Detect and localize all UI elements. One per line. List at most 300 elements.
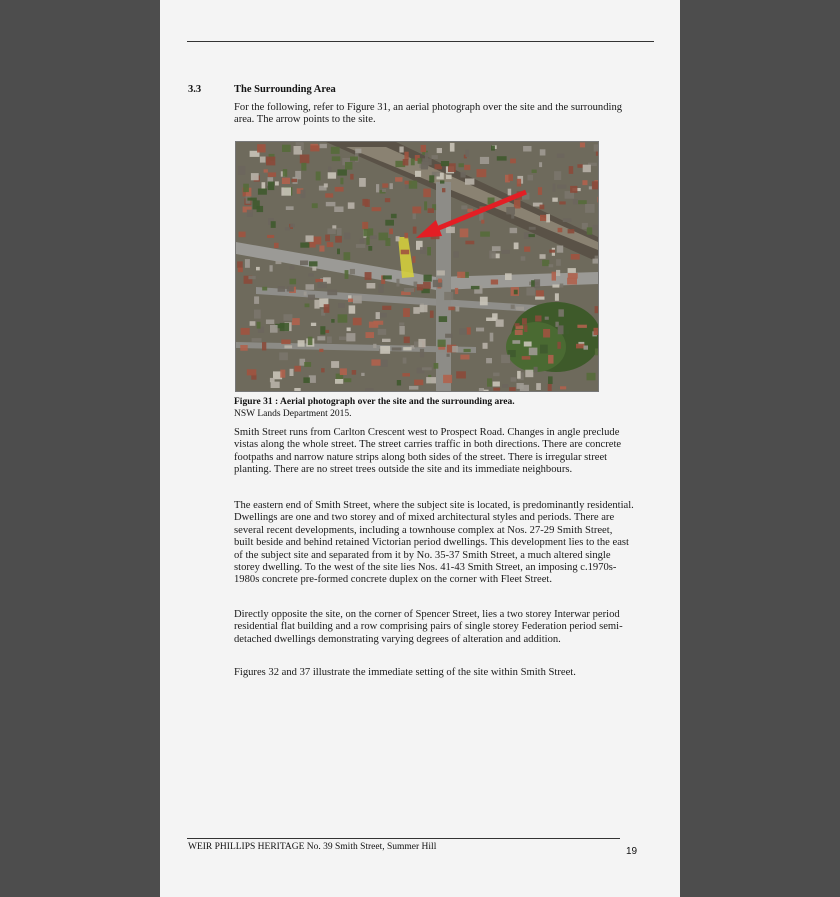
rooftop-texture (314, 300, 319, 309)
rooftop-texture (409, 181, 417, 189)
rooftop-texture (345, 162, 352, 170)
rooftop-texture (538, 187, 542, 195)
rooftop-texture (437, 148, 442, 153)
rooftop-texture (306, 235, 314, 241)
rooftop-texture (560, 284, 564, 288)
rooftop-texture (317, 336, 325, 340)
rooftop-texture (270, 325, 278, 333)
rooftop-texture (389, 229, 393, 235)
rooftop-texture (412, 207, 421, 214)
rooftop-texture (483, 343, 488, 349)
rooftop-texture (448, 307, 454, 311)
rooftop-texture (546, 214, 550, 222)
aerial-photo-image (236, 142, 598, 391)
rooftop-texture (534, 279, 540, 288)
rooftop-texture (548, 376, 553, 384)
rooftop-texture (382, 183, 388, 187)
rooftop-texture (489, 251, 495, 259)
rooftop-texture (371, 359, 380, 365)
rooftop-texture (594, 328, 599, 335)
rooftop-texture (378, 284, 383, 293)
rooftop-texture (314, 237, 322, 245)
rooftop-texture (382, 339, 391, 342)
rooftop-texture (316, 172, 321, 181)
rooftop-texture (456, 306, 460, 311)
rooftop-texture (529, 348, 538, 356)
rooftop-texture (310, 145, 319, 151)
rooftop-texture (337, 228, 342, 235)
rooftop-texture (335, 236, 342, 243)
rooftop-texture (526, 288, 535, 296)
rooftop-texture (324, 304, 330, 313)
rooftop-texture (477, 169, 487, 177)
rooftop-texture (446, 175, 452, 180)
rooftop-texture (487, 378, 492, 386)
rooftop-texture (304, 292, 307, 296)
rooftop-texture (266, 320, 274, 325)
rooftop-texture (582, 180, 587, 185)
rooftop-texture (370, 235, 377, 238)
rooftop-texture (486, 358, 492, 363)
rooftop-texture (281, 187, 291, 195)
rooftop-texture (287, 286, 294, 291)
rooftop-texture (496, 319, 504, 326)
rooftop-texture (271, 221, 276, 228)
rooftop-texture (505, 273, 512, 280)
rooftop-texture (396, 236, 400, 241)
rooftop-texture (486, 318, 496, 322)
rooftop-texture (426, 377, 436, 383)
rooftop-texture (373, 344, 376, 348)
rooftop-texture (540, 345, 548, 354)
rooftop-texture (540, 205, 545, 210)
rooftop-texture (254, 296, 259, 304)
rooftop-texture (491, 280, 498, 285)
rooftop-texture (344, 252, 351, 260)
rooftop-texture (340, 178, 343, 185)
rooftop-texture (270, 265, 273, 271)
section-number: 3.3 (188, 84, 202, 95)
rooftop-texture (593, 259, 599, 264)
rooftop-texture (577, 164, 583, 168)
rooftop-texture (514, 243, 519, 250)
rooftop-texture (552, 198, 558, 202)
rooftop-texture (440, 180, 444, 183)
rooftop-texture (284, 314, 293, 321)
rooftop-texture (464, 349, 471, 352)
rooftop-texture (428, 208, 434, 213)
rooftop-texture (294, 388, 300, 391)
rooftop-texture (320, 326, 325, 334)
rooftop-texture (534, 367, 538, 373)
rooftop-texture (532, 170, 537, 173)
rooftop-texture (368, 246, 372, 251)
rooftop-texture (511, 305, 515, 309)
rooftop-texture (535, 316, 541, 322)
rooftop-texture (471, 286, 480, 289)
rooftop-texture (294, 366, 301, 372)
rooftop-texture (331, 319, 334, 323)
rooftop-texture (465, 150, 469, 157)
rooftop-texture (303, 377, 310, 383)
rooftop-texture (430, 311, 434, 318)
rooftop-texture (520, 385, 529, 391)
rooftop-texture (585, 204, 595, 213)
rooftop-texture (460, 229, 469, 238)
rooftop-texture (300, 243, 309, 248)
rooftop-texture (432, 155, 438, 159)
rooftop-texture (238, 268, 243, 273)
rooftop-texture (350, 174, 353, 180)
rooftop-texture (508, 189, 512, 196)
rooftop-texture (558, 325, 564, 334)
rooftop-texture (290, 369, 294, 376)
rooftop-texture (399, 323, 404, 326)
rooftop-texture (300, 261, 308, 266)
rooftop-texture (315, 279, 323, 282)
rooftop-texture (457, 272, 465, 278)
rooftop-texture (267, 235, 274, 238)
rooftop-texture (557, 342, 560, 349)
rooftop-texture (447, 354, 450, 357)
rooftop-texture (595, 306, 598, 313)
rooftop-texture (540, 254, 546, 259)
rooftop-texture (320, 144, 327, 148)
rooftop-texture (366, 237, 369, 245)
rooftop-texture (365, 388, 374, 391)
rooftop-texture (331, 147, 340, 154)
rooftop-texture (576, 344, 584, 349)
rooftop-texture (399, 326, 404, 335)
rooftop-texture (352, 370, 356, 375)
rooftop-texture (510, 228, 517, 233)
rooftop-texture (491, 146, 495, 151)
rooftop-texture (580, 143, 585, 148)
rooftop-texture (536, 290, 544, 297)
rooftop-texture (305, 304, 310, 308)
rooftop-texture (514, 290, 518, 295)
rooftop-texture (570, 186, 577, 193)
rooftop-texture (332, 156, 341, 161)
rooftop-texture (492, 246, 501, 251)
page-number: 19 (626, 846, 638, 857)
rooftop-texture (517, 371, 521, 379)
rooftop-texture (501, 355, 510, 363)
rooftop-texture (286, 206, 294, 210)
rooftop-texture (353, 318, 362, 326)
rooftop-texture (383, 275, 392, 279)
rooftop-texture (379, 233, 389, 241)
rooftop-texture (344, 233, 350, 240)
footer-rule (187, 838, 620, 839)
rooftop-texture (569, 166, 574, 174)
rooftop-texture (274, 243, 279, 248)
rooftop-texture (385, 198, 390, 202)
rooftop-texture (327, 228, 335, 234)
rooftop-texture (422, 158, 431, 165)
rooftop-texture (404, 233, 408, 239)
rooftop-texture (339, 337, 347, 341)
rooftop-texture (245, 259, 250, 268)
rooftop-texture (403, 347, 411, 350)
rooftop-texture (461, 205, 467, 209)
rooftop-texture (376, 312, 380, 319)
rooftop-texture (412, 256, 415, 263)
rooftop-texture (568, 268, 576, 273)
rooftop-texture (247, 198, 256, 201)
rooftop-texture (411, 159, 415, 166)
rooftop-texture (542, 260, 549, 266)
rooftop-texture (452, 346, 458, 352)
rooftop-texture (401, 250, 410, 255)
rooftop-texture (506, 207, 515, 214)
rooftop-texture (380, 360, 388, 367)
rooftop-texture (325, 193, 333, 197)
rooftop-texture (373, 321, 383, 325)
rooftop-texture (420, 349, 424, 358)
footer-text: WEIR PHILLIPS HERITAGE No. 39 Smith Street, Summer Hill (188, 842, 437, 852)
rooftop-texture (291, 179, 297, 182)
rooftop-texture (292, 318, 300, 325)
rooftop-texture (563, 218, 572, 222)
rooftop-texture (237, 261, 243, 268)
rooftop-texture (404, 288, 414, 292)
caption-label: Figure 31 : Aerial photograph over the site and the surrounding area. (234, 397, 515, 407)
rooftop-texture (414, 282, 418, 287)
rooftop-texture (262, 342, 266, 350)
rooftop-texture (567, 278, 577, 285)
rooftop-texture (528, 175, 534, 181)
rooftop-texture (338, 303, 345, 308)
rooftop-texture (309, 261, 318, 266)
rooftop-texture (594, 144, 598, 151)
intro-paragraph: For the following, refer to Figure 31, an aerial photograph over the site and the surrounding area. The arrow points to the site. (234, 102, 623, 126)
rooftop-texture (593, 225, 598, 230)
rooftop-texture (421, 145, 426, 152)
rooftop-texture (545, 317, 549, 320)
rooftop-texture (459, 163, 464, 167)
rooftop-texture (450, 143, 455, 152)
rooftop-texture (515, 330, 523, 335)
rooftop-texture (276, 261, 282, 264)
rooftop-texture (301, 190, 306, 199)
rooftop-texture (295, 171, 301, 179)
rooftop-texture (268, 182, 275, 191)
rooftop-texture (508, 174, 513, 181)
rooftop-texture (557, 185, 566, 189)
rooftop-texture (548, 384, 552, 391)
rooftop-texture (509, 387, 516, 391)
rooftop-texture (461, 172, 466, 178)
rooftop-texture (362, 199, 368, 206)
rooftop-texture (444, 292, 453, 300)
rooftop-texture (250, 321, 256, 326)
rooftop-texture (424, 201, 427, 210)
rooftop-texture (359, 178, 366, 187)
rooftop-texture (403, 308, 410, 317)
rooftop-texture (308, 273, 313, 276)
rooftop-texture (539, 162, 542, 167)
rooftop-texture (251, 173, 259, 180)
rooftop-texture (414, 380, 423, 386)
rooftop-texture (278, 286, 286, 292)
rooftop-texture (402, 373, 410, 376)
rooftop-texture (448, 163, 456, 172)
rooftop-texture (523, 146, 531, 152)
rooftop-texture (325, 235, 330, 242)
rooftop-texture (422, 367, 432, 370)
rooftop-texture (524, 325, 527, 332)
rooftop-texture (553, 184, 556, 192)
rooftop-texture (399, 147, 403, 153)
rooftop-texture (338, 314, 348, 322)
rooftop-texture (247, 369, 256, 375)
rooftop-texture (328, 172, 336, 178)
rooftop-texture (465, 179, 474, 185)
rooftop-texture (279, 352, 288, 360)
body-paragraph-2: The eastern end of Smith Street, where the subject site is located, is predominantly residential. Dwellings are one and two storey and of mixed architectural styles and periods. There are several recent developments, including a townhouse complex at Nos. 27-29 Smith Street, built beside and behind retained Victorian period dwellings. This development lies to the east of the subject site and separated from it by No. 35-37 Smith Street, a much altered single storey dwelling. To the west of the site lies Nos. 41-43 Smith Street, an imposing c.1970s-1980s concrete pre-formed concrete duplex on the corner with Fleet Street. (234, 500, 634, 586)
rooftop-texture (318, 282, 327, 288)
rooftop-texture (571, 254, 580, 260)
rooftop-texture (531, 280, 535, 287)
rooftop-texture (557, 246, 564, 253)
rooftop-texture (522, 356, 531, 360)
rooftop-texture (349, 305, 356, 313)
rooftop-texture (434, 363, 439, 369)
rooftop-texture (435, 164, 443, 169)
rooftop-texture (409, 386, 418, 390)
rooftop-texture (382, 306, 391, 310)
rooftop-texture (522, 318, 527, 325)
rooftop-texture (335, 379, 343, 384)
rooftop-texture (558, 309, 564, 316)
rooftop-texture (418, 158, 422, 164)
caption-source: NSW Lands Department 2015. (234, 408, 352, 419)
rooftop-texture (382, 189, 386, 192)
rooftop-texture (311, 323, 316, 326)
rooftop-texture (390, 183, 393, 189)
rooftop-texture (493, 388, 500, 391)
rooftop-texture (556, 259, 561, 266)
rooftop-texture (529, 234, 535, 237)
rooftop-texture (490, 333, 494, 342)
rooftop-texture (424, 275, 432, 282)
rooftop-texture (361, 373, 364, 376)
rooftop-texture (326, 202, 336, 206)
rooftop-texture (441, 161, 449, 166)
rooftop-texture (524, 247, 530, 252)
rooftop-texture (380, 346, 390, 354)
rooftop-texture (344, 378, 351, 382)
rooftop-texture (290, 279, 297, 285)
rooftop-texture (360, 239, 365, 244)
rooftop-texture (282, 145, 291, 152)
rooftop-texture (560, 386, 566, 389)
rooftop-texture (479, 388, 484, 391)
rooftop-texture (420, 247, 427, 254)
rooftop-texture (266, 157, 275, 166)
rooftop-texture (280, 370, 285, 378)
rooftop-texture (306, 284, 315, 290)
rooftop-texture (327, 337, 332, 344)
rooftop-texture (465, 241, 474, 245)
rooftop-texture (480, 157, 489, 164)
rooftop-texture (262, 287, 267, 291)
rooftop-texture (521, 256, 526, 260)
rooftop-texture (238, 166, 246, 175)
rooftop-texture (540, 149, 546, 155)
rooftop-texture (308, 295, 315, 300)
rooftop-texture (260, 157, 266, 163)
rooftop-texture (397, 380, 401, 386)
rooftop-texture (493, 373, 499, 377)
rooftop-texture (300, 155, 310, 164)
rooftop-texture (312, 203, 318, 208)
rooftop-texture (510, 159, 516, 164)
rooftop-texture (367, 283, 376, 289)
rooftop-texture (283, 169, 287, 177)
rooftop-texture (442, 188, 445, 192)
rooftop-texture (554, 171, 561, 180)
rooftop-texture (392, 347, 402, 350)
rooftop-texture (325, 330, 329, 333)
rooftop-texture (404, 337, 410, 344)
rooftop-texture (418, 339, 425, 347)
rooftop-texture (319, 349, 323, 352)
rooftop-texture (453, 251, 459, 257)
rooftop-texture (480, 232, 490, 237)
rooftop-texture (557, 154, 565, 158)
rooftop-texture (391, 214, 397, 218)
rooftop-texture (525, 370, 533, 378)
rooftop-texture (290, 266, 295, 270)
rooftop-texture (443, 375, 452, 383)
rooftop-texture (256, 267, 260, 271)
rooftop-texture (511, 377, 517, 381)
rooftop-texture (459, 328, 467, 334)
rooftop-texture (568, 229, 575, 233)
rooftop-texture (334, 207, 343, 213)
rooftop-texture (467, 327, 471, 334)
rooftop-texture (511, 214, 514, 219)
rooftop-texture (337, 169, 347, 175)
rooftop-texture (331, 361, 339, 368)
rooftop-texture (403, 358, 407, 364)
rooftop-texture (252, 338, 262, 342)
rooftop-texture (556, 270, 560, 276)
rooftop-texture (543, 329, 550, 338)
rooftop-texture (415, 171, 421, 177)
rooftop-texture (247, 210, 253, 217)
rooftop-texture (417, 284, 423, 290)
rooftop-texture (268, 172, 276, 177)
rooftop-texture (565, 330, 569, 335)
rooftop-texture (592, 181, 598, 189)
rooftop-texture (493, 382, 500, 387)
rooftop-texture (587, 227, 592, 234)
rooftop-texture (455, 288, 458, 294)
section-title: The Surrounding Area (234, 84, 336, 95)
rooftop-texture (524, 342, 532, 347)
rooftop-texture (335, 187, 344, 192)
rooftop-texture (340, 368, 347, 375)
rooftop-texture (270, 378, 275, 382)
rooftop-texture (355, 149, 361, 154)
rooftop-texture (529, 227, 536, 230)
rooftop-texture (404, 152, 408, 160)
rooftop-texture (308, 337, 313, 345)
body-paragraph-3: Directly opposite the site, on the corner of Spencer Street, lies a two storey Interwar period residential flat building and a row comprising pairs of single storey Federation period semi-detached dwellings demonstrating varying degrees of alteration and addition. (234, 609, 623, 645)
